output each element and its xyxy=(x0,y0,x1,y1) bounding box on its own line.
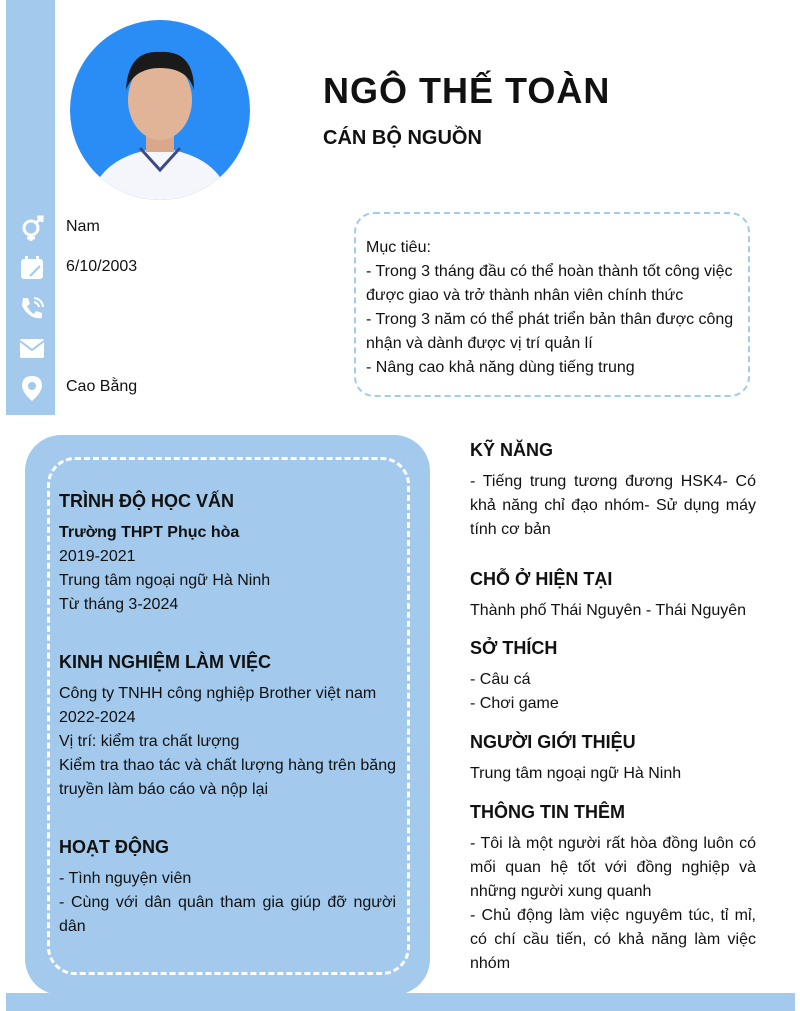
residence-title: CHỖ Ở HIỆN TẠI xyxy=(470,569,613,589)
education-title: TRÌNH ĐỘ HỌC VẤN xyxy=(59,491,234,511)
experience-title: KINH NGHIỆM LÀM VIỆC xyxy=(59,652,272,672)
activity-item: - Cùng với dân quân tham gia giúp đỡ người dân xyxy=(59,894,396,935)
objective-item: - Nâng cao khả năng dùng tiếng trung xyxy=(366,359,635,376)
objective-label: Mục tiêu: xyxy=(366,239,431,256)
phone-icon xyxy=(18,294,46,322)
experience-years: 2022-2024 xyxy=(59,709,136,726)
gender-text: Nam xyxy=(66,218,100,235)
bottom-bar xyxy=(6,993,795,1011)
referee-title: NGƯỜI GIỚI THIỆU xyxy=(470,732,636,752)
referee-section xyxy=(470,730,756,786)
residence-section xyxy=(470,567,756,623)
more-info-section xyxy=(470,800,756,976)
email-icon xyxy=(18,334,46,362)
address-text: Cao Bằng xyxy=(66,378,138,395)
hobbies-title: SỞ THÍCH xyxy=(470,638,558,658)
calendar-icon xyxy=(18,254,46,282)
more-info-item: - Tôi là một người rất hòa đồng luôn có mối quan hệ tốt với đồng nghiệp và những người xung quanh xyxy=(470,835,756,900)
job-title: CÁN BỘ NGUỒN xyxy=(323,127,482,149)
education-section xyxy=(59,489,396,617)
objective-box xyxy=(354,212,750,397)
activities-title: HOẠT ĐỘNG xyxy=(59,837,169,857)
role: Vị trí: kiểm tra chất lượng xyxy=(59,733,240,750)
birthday-text: 6/10/2003 xyxy=(66,258,138,275)
skills-title: KỸ NĂNG xyxy=(470,440,554,460)
school-name: Trường THPT Phục hòa xyxy=(59,524,240,541)
center-since: Từ tháng 3-2024 xyxy=(59,596,179,613)
full-name: NGÔ THẾ TOÀN xyxy=(323,70,611,111)
activities-section xyxy=(59,835,396,939)
company: Công ty TNHH công nghiệp Brother việt nam xyxy=(59,685,377,702)
skills-section xyxy=(470,438,756,542)
profile-photo xyxy=(70,20,250,200)
referee-text: Trung tâm ngoại ngữ Hà Ninh xyxy=(470,765,682,782)
objective-item: - Trong 3 tháng đầu có thể hoàn thành tốt công việc được giao và trở thành nhân viên chính thức xyxy=(366,263,733,304)
objective-item: - Trong 3 năm có thể phát triển bản thân được công nhận và dành được vị trí quản lí xyxy=(366,311,734,352)
gender-icon xyxy=(18,214,46,242)
language-center: Trung tâm ngoại ngữ Hà Ninh xyxy=(59,572,271,589)
activity-item: - Tình nguyện viên xyxy=(59,870,192,887)
school-years: 2019-2021 xyxy=(59,548,136,565)
hobby-item: - Câu cá xyxy=(470,671,531,688)
residence-text: Thành phố Thái Nguyên - Thái Nguyên xyxy=(470,602,747,619)
experience-desc: Kiểm tra thao tác và chất lượng hàng trên băng truyền làm báo cáo và nộp lại xyxy=(59,757,396,798)
hobby-item: - Chơi game xyxy=(470,695,559,712)
hobbies-section xyxy=(470,636,756,716)
more-info-title: THÔNG TIN THÊM xyxy=(470,802,625,822)
more-info-item: - Chủ động làm việc nguyêm túc, tỉ mỉ, có chí cầu tiến, có khả năng làm việc nhóm xyxy=(470,907,756,972)
location-icon xyxy=(18,374,46,402)
experience-section xyxy=(59,650,396,802)
skills-text: - Tiếng trung tương đương HSK4- Có khả năng chỉ đạo nhóm- Sử dụng máy tính cơ bản xyxy=(470,473,756,538)
